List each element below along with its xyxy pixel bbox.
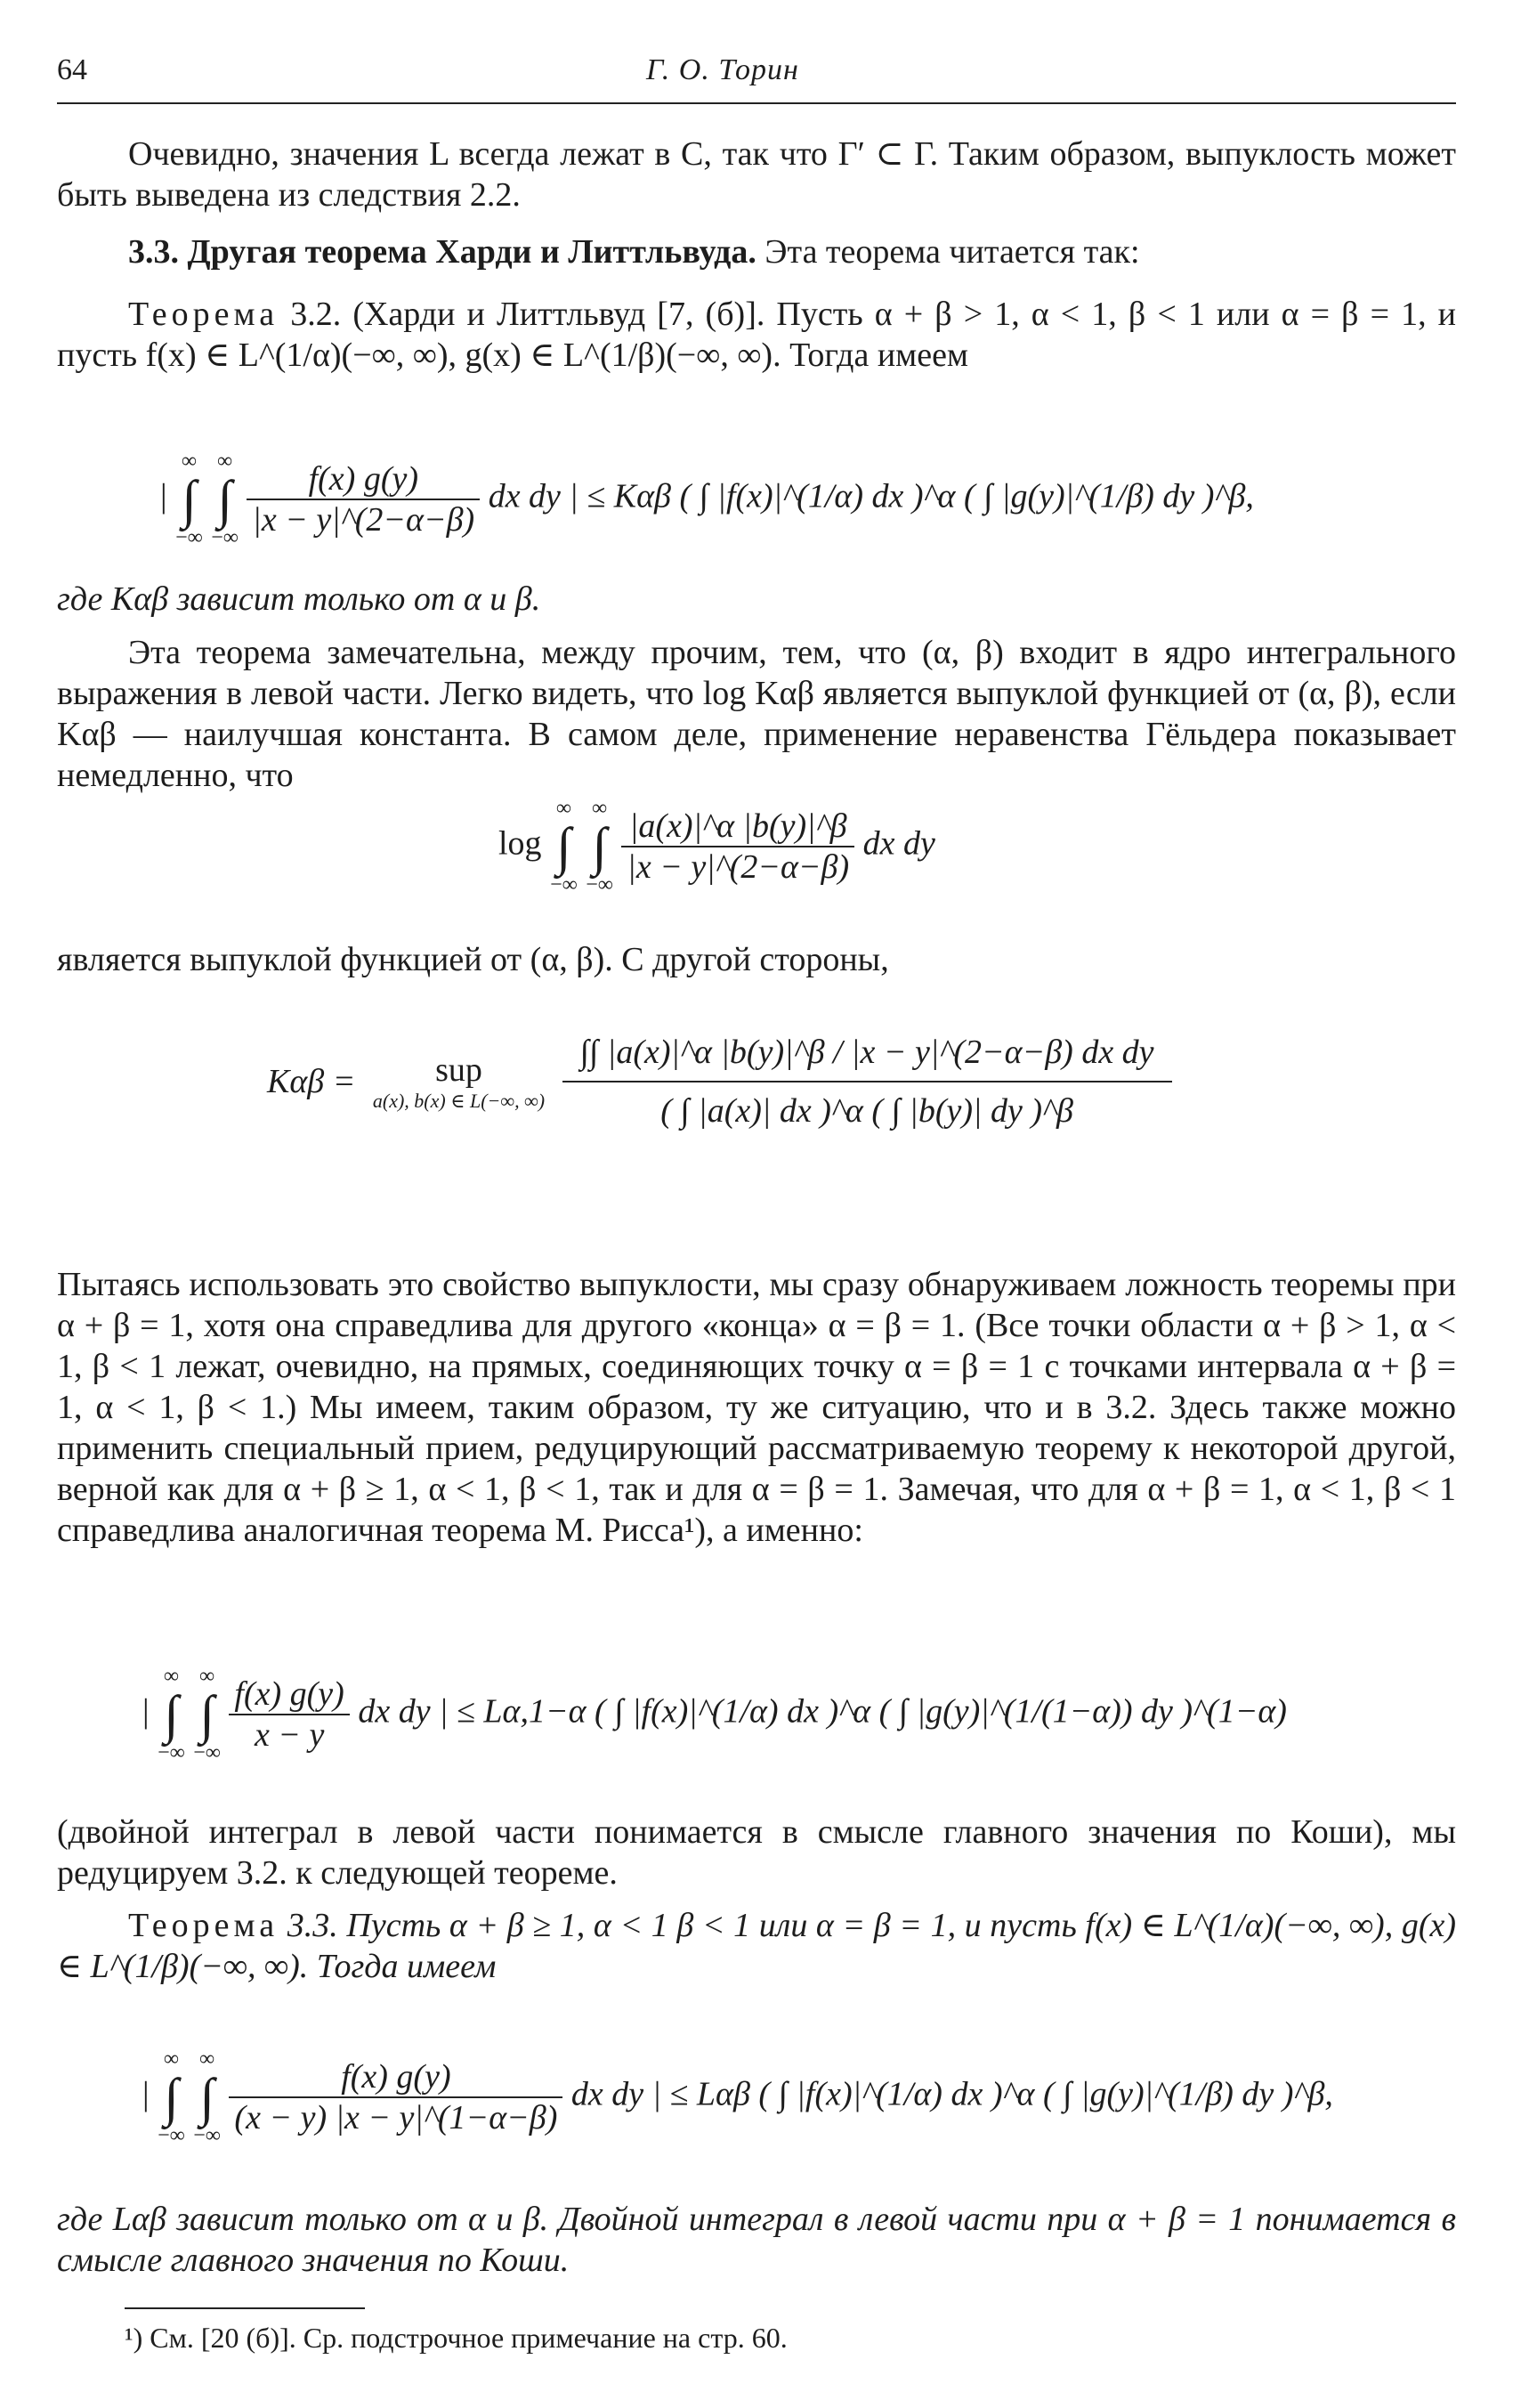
section-intro: Эта теорема читается так: [764,233,1140,271]
formula-theorem-3-2 [160,450,1254,549]
paragraph-cauchy: (двойной интеграл в левой части понимается в смысле главного значения по Коши), мы редуцируем 3.2. к следующей теореме. [57,1813,1456,1892]
footnote-rule [125,2307,365,2309]
paragraph-convexity: Эта теорема замечательна, между прочим, тем, что (α, β) входит в ядро интегрального выражения в левой части. Легко видеть, что log Kαβ является выпуклой функцией от (α, β), если Kαβ — наилучшая константа. В самом деле, применение неравенства Гёльдера показывает немедленно, что [57,634,1456,794]
paragraph-main: Пытаясь использовать это свойство выпуклости, мы сразу обнаруживаем ложность теоремы при α + β = 1, хотя она справедлива для другого «конца» α = β = 1. (Все точки области α + β > 1, α < 1, β < 1 лежат, очевидно, на прямых, соединяющих точку α = β = 1 с точками интервала α + β = 1, α < 1, β < 1.) Мы имеем, таким образом, ту же ситуацию, что и в 3.2. Здесь также можно применить специальный прием, редуцирующий рассматриваемую теорему к некоторой другой, верной как для α + β ≥ 1, α < 1, β < 1, так и для α = β = 1. Замечая, что для α + β = 1, α < 1, β < 1 справедлива аналогичная теорема М. Рисса¹), а именно: [57,1266,1456,1549]
theorem-3-3 [57,1905,1456,1987]
formula-rhs: dx dy [862,824,935,863]
header-rule [57,102,1456,104]
integral-y: ∞ ∫ −∞ [193,1665,221,1764]
theorem-text: 3.2. (Харди и Литтльвуд [7, (б)]. Пусть α + β > 1, α < 1, β < 1 или α = β = 1, и пусть f(x) ∈ L^(1/α)(−∞, ∞), g(x) ∈ L^(1/β)(−∞, ∞). Тогда имеем [57,296,1457,374]
paragraph-1: Очевидно, значения L всегда лежат в C, так что Γ′ ⊂ Γ. Таким образом, выпуклость может быть выведена из следствия 2.2. [57,135,1456,214]
kernel-fraction: $\frac{|a(x)|\^{}\alpha |b(y)|\^{}\beta}{|x - y|\^{}(2-\alpha-\beta)}$ [621,807,854,887]
section-heading: 3.3. Другая теорема Харди и Литтльвуда. [128,233,756,271]
theorem-text: 3.3. Пусть α + β ≥ 1, α < 1 β < 1 или α = β = 1, и пусть f(x) ∈ L^(1/α)(−∞, ∞), g(x) ∈ L^(1/β)(−∞, ∞). Тогда имеем [57,1907,1457,1985]
theorem-3-2 [57,294,1456,376]
footnote: ¹) См. [20 (б)]. Ср. подстрочное примечание на стр. 60. [125,2322,788,2354]
sup-fraction: $\frac{\text{∫∫ |a(x)|\textasciicircum{}α |b(y)|\textasciicircum{}β / |x − y|\textasciicircum{}(2−α−β) dx dy}}{( \int |a(x)| dx )\^{}\alpha ( \int |b(y)| dy )\^{}\beta}$ [562,1024,1172,1139]
kernel-fraction: $\frac{f(x) g(y)}{|x - y|\^{}(2-\alpha-\beta)}$ [247,459,480,539]
abs-bar: | [142,1692,150,1731]
integral-y: ∞ ∫ −∞ [586,797,613,896]
kernel-fraction: $\frac{f(x) g(y)}{(x - y) |x - y|\^{}(1-\alpha-\beta)}$ [229,2057,562,2137]
integral-y: ∞ ∫ −∞ [211,450,239,549]
integral-x: ∞ ∫ −∞ [550,797,578,896]
paragraph-other-side: является выпуклой функцией от (α, β). С другой стороны, [57,941,889,978]
formula-rhs: dx dy | ≤ Lα,1−α ( ∫ |f(x)|^(1/α) dx )^α ( ∫ |g(y)|^(1/(1−α)) dy )^(1−α) [358,1692,1287,1731]
page-number: 64 [57,53,87,86]
section-3-3 [57,231,1456,272]
abs-bar: | [160,477,167,515]
formula-riesz [142,1665,1287,1764]
kernel-fraction: $\frac{f(x) g(y)}{x - y}$ [229,1674,349,1755]
formula-log-integral [498,797,935,896]
paragraph-l-depends: где Lαβ зависит только от α и β. Двойной интеграл в левой части при α + β = 1 понимается в смысле главного значения по Коши. [57,2201,1456,2279]
sup-block: sup a(x), b(x) ∈ L(−∞, ∞) [372,1051,546,1112]
integral-y: ∞ ∫ −∞ [193,2047,221,2147]
formula-k-sup [267,1024,1172,1139]
theorem-label: Теорема [128,1907,279,1944]
formula-rhs: dx dy | ≤ Lαβ ( ∫ |f(x)|^(1/α) dx )^α ( ∫ |g(y)|^(1/β) dy )^β, [570,2075,1333,2113]
formula-rhs: dx dy | ≤ Kαβ ( ∫ |f(x)|^(1/α) dx )^α ( ∫ |g(y)|^(1/β) dy )^β, [488,477,1254,515]
paragraph-k-depends: где Kαβ зависит только от α и β. [57,580,541,618]
log-label: log [498,824,542,863]
integral-x: ∞ ∫ −∞ [175,450,203,549]
theorem-label: Теорема [128,296,279,333]
running-title: Г. О. Торин [646,53,799,86]
integral-x: ∞ ∫ −∞ [158,1665,185,1764]
k-label: Kαβ = [267,1063,356,1100]
abs-bar: | [142,2075,150,2113]
integral-x: ∞ ∫ −∞ [158,2047,185,2147]
formula-theorem-3-3 [142,2047,1333,2147]
